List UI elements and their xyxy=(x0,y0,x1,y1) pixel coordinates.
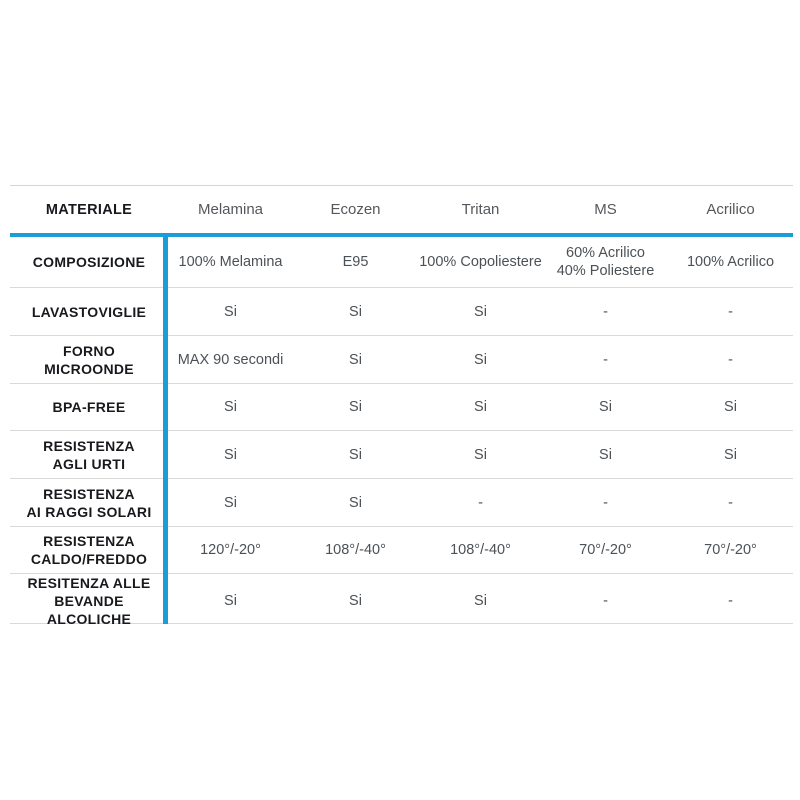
table-cell xyxy=(293,253,418,271)
table-cell xyxy=(293,541,418,559)
cell-text: Si xyxy=(224,303,237,320)
table-cell xyxy=(293,446,418,464)
table-cell xyxy=(543,351,668,369)
cell-text: Si xyxy=(349,303,362,320)
row-label xyxy=(10,253,168,271)
column-header-tritan: Tritan xyxy=(461,201,500,218)
cell-text: - xyxy=(603,593,608,609)
table-cell xyxy=(668,446,793,464)
row-label-text: FORNO MICROONDE xyxy=(44,342,134,377)
row-label-text: COMPOSIZIONE xyxy=(32,254,146,270)
row-label-text: BPA-FREE xyxy=(52,399,126,415)
cell-text: - xyxy=(728,494,733,511)
cell-text: 108°/-40° xyxy=(450,542,511,558)
table-cell xyxy=(543,398,668,416)
row-label xyxy=(10,398,168,416)
cell-text: Si xyxy=(224,593,237,609)
cell-text: Si xyxy=(474,303,487,320)
materials-comparison-table xyxy=(10,185,793,627)
table-cell xyxy=(668,494,793,512)
table-header-row xyxy=(10,186,793,233)
cell-text: - xyxy=(728,593,733,609)
table-cell xyxy=(668,253,793,271)
table-row-composizione xyxy=(10,237,793,288)
cell-text: - xyxy=(728,351,733,368)
cell-text: - xyxy=(478,494,483,511)
table-cell xyxy=(668,351,793,369)
table-row-resistenza-urti xyxy=(10,431,793,479)
table-cell xyxy=(418,398,543,416)
cell-text: - xyxy=(603,303,608,320)
column-header-ecozen: Ecozen xyxy=(330,201,381,218)
row-label xyxy=(10,342,168,378)
table-cell xyxy=(418,446,543,464)
row-label-text: RESISTENZA xyxy=(43,437,135,454)
table-row-resitenza-bevande-alcoliche xyxy=(10,574,793,627)
row-label-text: CALDO/FREDDO xyxy=(30,551,148,567)
table-cell xyxy=(168,351,293,369)
table-cell xyxy=(543,592,668,610)
table-cell xyxy=(668,592,793,610)
table-cell xyxy=(543,446,668,464)
cell-text: 70°/-20° xyxy=(579,542,632,558)
cell-text: 70°/-20° xyxy=(704,542,757,558)
cell-text: MAX 90 secondi xyxy=(177,351,284,368)
table-cell xyxy=(418,494,543,512)
table-cell xyxy=(168,303,293,321)
row-label-text: LAVASTOVIGLIE xyxy=(31,303,147,320)
cell-text: Si xyxy=(224,446,237,463)
table-cell xyxy=(418,592,543,610)
cell-text: Si xyxy=(224,494,237,511)
table-body xyxy=(10,237,793,627)
table-cell xyxy=(293,398,418,416)
cell-text: Si xyxy=(474,351,487,368)
cell-text: 60% Acrilico xyxy=(566,245,645,261)
table-cell xyxy=(418,541,543,559)
cell-text: 100% Copoliestere xyxy=(419,254,542,270)
cell-text: Si xyxy=(349,494,362,511)
row-label-text: RESISTENZA xyxy=(43,533,135,549)
cell-text: Si xyxy=(349,593,362,609)
row-label-text: RESITENZA ALLE xyxy=(27,575,151,591)
cell-text: E95 xyxy=(342,254,369,270)
cell-text: Si xyxy=(349,399,362,415)
table-cell xyxy=(543,303,668,321)
cell-text: - xyxy=(603,351,608,368)
table-cell xyxy=(293,351,418,369)
cell-text: 40% Poliestere xyxy=(556,263,655,279)
table-cell xyxy=(543,494,668,512)
column-header-melamina: Melamina xyxy=(197,201,264,218)
cell-text: - xyxy=(603,494,608,511)
table-cell xyxy=(418,303,543,321)
cell-text: 120°/-20° xyxy=(200,542,261,558)
table-cell xyxy=(668,303,793,321)
table-cell xyxy=(543,541,668,559)
row-label-text: AGLI URTI xyxy=(52,455,126,472)
table-cell xyxy=(418,253,543,271)
cell-text: Si xyxy=(474,593,487,609)
row-label xyxy=(10,532,168,568)
table-cell xyxy=(293,494,418,512)
table-cell xyxy=(168,592,293,610)
table-cell xyxy=(418,351,543,369)
cell-text: Si xyxy=(599,399,612,415)
table-row-forno-microonde xyxy=(10,336,793,384)
cell-text: Si xyxy=(224,399,237,415)
cell-text: 100% Melamina xyxy=(178,254,283,270)
cell-text: Si xyxy=(724,446,737,463)
cell-text: Si xyxy=(474,399,487,415)
column-header-acrilico: Acrilico xyxy=(706,201,755,218)
cell-text: - xyxy=(728,303,733,320)
cell-text: Si xyxy=(349,351,362,368)
cell-text: Si xyxy=(349,446,362,463)
table-cell xyxy=(668,398,793,416)
table-cell xyxy=(168,541,293,559)
row-label-text: AI RAGGI SOLARI xyxy=(26,503,152,520)
table-cell xyxy=(168,446,293,464)
table-cell xyxy=(668,541,793,559)
cell-text: Si xyxy=(474,446,487,463)
table-cell xyxy=(168,494,293,512)
table-cell xyxy=(543,244,668,280)
cell-text: Si xyxy=(724,399,737,415)
cell-text: 100% Acrilico xyxy=(686,254,775,270)
table-cell xyxy=(168,253,293,271)
cell-text: Si xyxy=(599,446,612,463)
table-row-resistenza-raggi-solari xyxy=(10,479,793,527)
row-label xyxy=(10,574,168,628)
column-header-materiale: MATERIALE xyxy=(45,201,133,218)
label-column-divider-line xyxy=(163,237,168,624)
row-label xyxy=(10,485,168,521)
table-cell xyxy=(293,592,418,610)
column-header-ms: MS xyxy=(594,201,617,218)
row-label-text: BEVANDE ALCOLICHE xyxy=(46,593,132,627)
row-label xyxy=(10,303,168,321)
cell-text: 108°/-40° xyxy=(325,542,386,558)
table-row-lavastoviglie xyxy=(10,288,793,336)
row-label-text: RESISTENZA xyxy=(43,485,135,502)
row-label xyxy=(10,437,168,473)
table-row-bpa-free xyxy=(10,384,793,431)
table-row-resistenza-caldo-freddo xyxy=(10,527,793,574)
table-cell xyxy=(293,303,418,321)
table-cell xyxy=(168,398,293,416)
